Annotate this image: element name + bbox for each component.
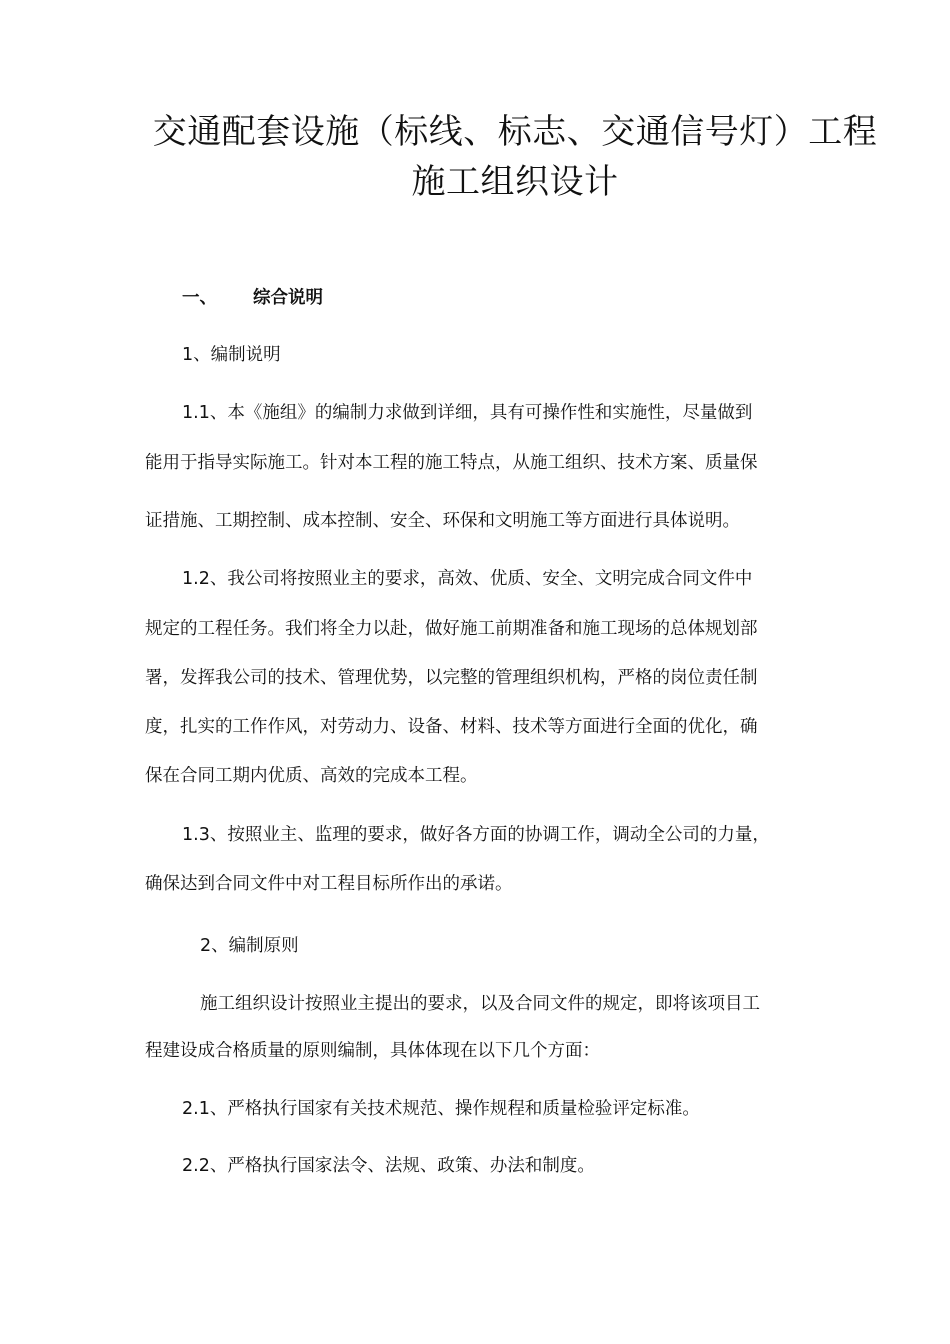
paragraph-line: 1.1、本《施组》的编制力求做到详细，具有可操作性和实施性，尽量做到 [182, 403, 753, 423]
paragraph-line: 施工组织设计按照业主提出的要求，以及合同文件的规定，即将该项目工 [200, 994, 760, 1014]
paragraph-line: 1.2、我公司将按照业主的要求，高效、优质、安全、文明完成合同文件中 [182, 569, 753, 589]
paragraph-line: 署，发挥我公司的技术、管理优势，以完整的管理组织机构，严格的岗位责任制 [145, 668, 758, 688]
paragraph-line: 2.1、严格执行国家有关技术规范、操作规程和质量检验评定标准。 [182, 1099, 700, 1119]
section-number: 一、 [182, 288, 217, 308]
paragraph-line: 度，扎实的工作作风，对劳动力、设备、材料、技术等方面进行全面的优化，确 [145, 717, 758, 737]
paragraph-line: 2.2、严格执行国家法令、法规、政策、办法和制度。 [182, 1156, 595, 1176]
section-title: 综合说明 [253, 288, 323, 308]
section-heading [182, 286, 323, 310]
paragraph-line: 规定的工程任务。我们将全力以赴，做好施工前期准备和施工现场的总体规划部 [145, 619, 758, 639]
paragraph-line: 确保达到合同文件中对工程目标所作出的承诺。 [145, 874, 513, 894]
subsection-heading: 1、编制说明 [182, 345, 281, 365]
paragraph-line: 能用于指导实际施工。针对本工程的施工特点，从施工组织、技术方案、质量保 [145, 453, 758, 473]
document-title-line-2: 施工组织设计 [411, 162, 619, 202]
paragraph-line: 证措施、工期控制、成本控制、安全、环保和文明施工等方面进行具体说明。 [145, 511, 740, 531]
subsection-heading: 2、编制原则 [200, 936, 299, 956]
paragraph-line: 程建设成合格质量的原则编制，具体体现在以下几个方面： [145, 1041, 600, 1061]
paragraph-line: 1.3、按照业主、监理的要求，做好各方面的协调工作，调动全公司的力量， [182, 825, 770, 845]
document-title-line-1: 交通配套设施（标线、标志、交通信号灯）工程 [152, 112, 878, 152]
paragraph-line: 保在合同工期内优质、高效的完成本工程。 [145, 766, 478, 786]
